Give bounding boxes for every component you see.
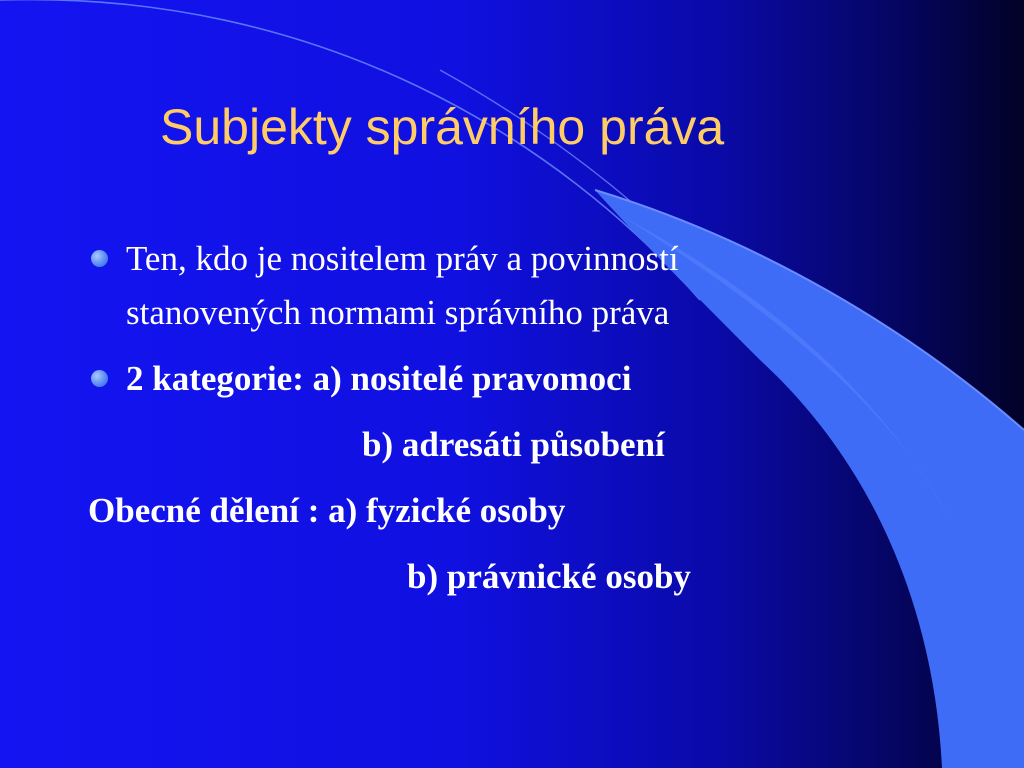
slide-title: Subjekty správního práva <box>160 99 725 155</box>
bullet-1-line-1: Ten, kdo je nositelem práv a povinností <box>126 239 679 278</box>
bullet-2-line-1 <box>126 358 631 400</box>
bullet-icon <box>91 250 108 267</box>
category-b: b) adresáti působení <box>362 425 665 464</box>
category-a: a) nositelé pravomoci <box>312 359 632 398</box>
categories-label: 2 kategorie: <box>126 359 304 398</box>
bullet-1-line-2: stanovených normami správního práva <box>126 293 670 332</box>
general-division-a: a) fyzické osoby <box>328 491 566 530</box>
bullet-icon <box>91 370 108 387</box>
general-division-line-1 <box>88 490 565 532</box>
general-division-label: Obecné dělení : <box>88 491 320 530</box>
general-division-b: b) právnické osoby <box>407 557 691 596</box>
